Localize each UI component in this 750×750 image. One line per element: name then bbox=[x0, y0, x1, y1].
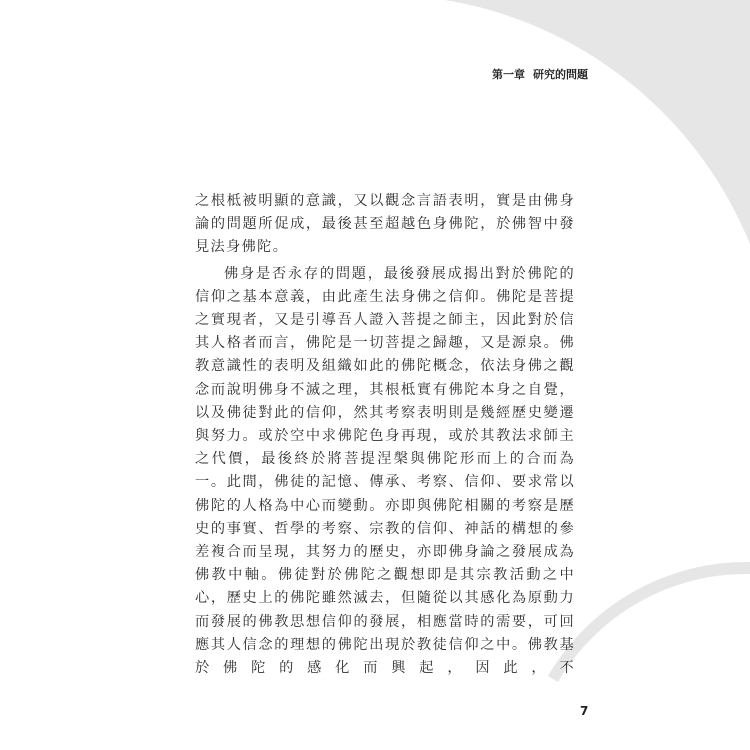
running-header bbox=[492, 66, 588, 82]
chapter-title: 研究的問題 bbox=[533, 68, 588, 81]
page-number: 7 bbox=[580, 704, 589, 718]
paragraph-2: 佛身是否永存的問題，最後發展成揭出對於佛陀的信仰之基本意義，由此產生法身佛之信仰。佛陀是菩提之實現者，又是引導吾人證入菩提之師主，因此對於信其人格者而言，佛陀是一切菩提之歸趣，又是源泉。佛教意識性的表明及組織如此的佛陀概念，依法身佛之觀念而說明佛身不滅之理，其根柢實有佛陀本身之自覺，以及佛徒對此的信仰，然其考察表明則是幾經歷史變遷與努力。或於空中求佛陀色身再現，或於其教法求師主之代價，最後終於將菩提涅槃與佛陀形而上的合而為一。此間，佛徒的記憶、傳承、考察、信仰、要求常以佛陀的人格為中心而變動。亦即與佛陀相關的考察是歷史的事實、哲學的考察、宗教的信仰、神話的構想的參差複合而呈現，其努力的歷史，亦即佛身論之發展成為佛教中軸。佛徒對於佛陀之觀想即是其宗教活動之中心，歷史上的佛陀雖然滅去，但隨從以其感化為原動力而發展的佛教思想信仰的發展，相應當時的需要，可回應其人信念的理想的佛陀出現於教徒信仰之中。佛教基於佛陀的感化而興起，因此，不 bbox=[195, 265, 575, 677]
chapter-number: 第一章 bbox=[492, 68, 525, 81]
paragraph-1: 之根柢被明顯的意識，又以觀念言語表明，實是由佛身論的問題所促成，最後甚至超越色身佛陀，於佛智中發見法身佛陀。 bbox=[195, 193, 575, 256]
bottom-right-gray-ring bbox=[548, 562, 750, 682]
body-text bbox=[195, 190, 575, 680]
